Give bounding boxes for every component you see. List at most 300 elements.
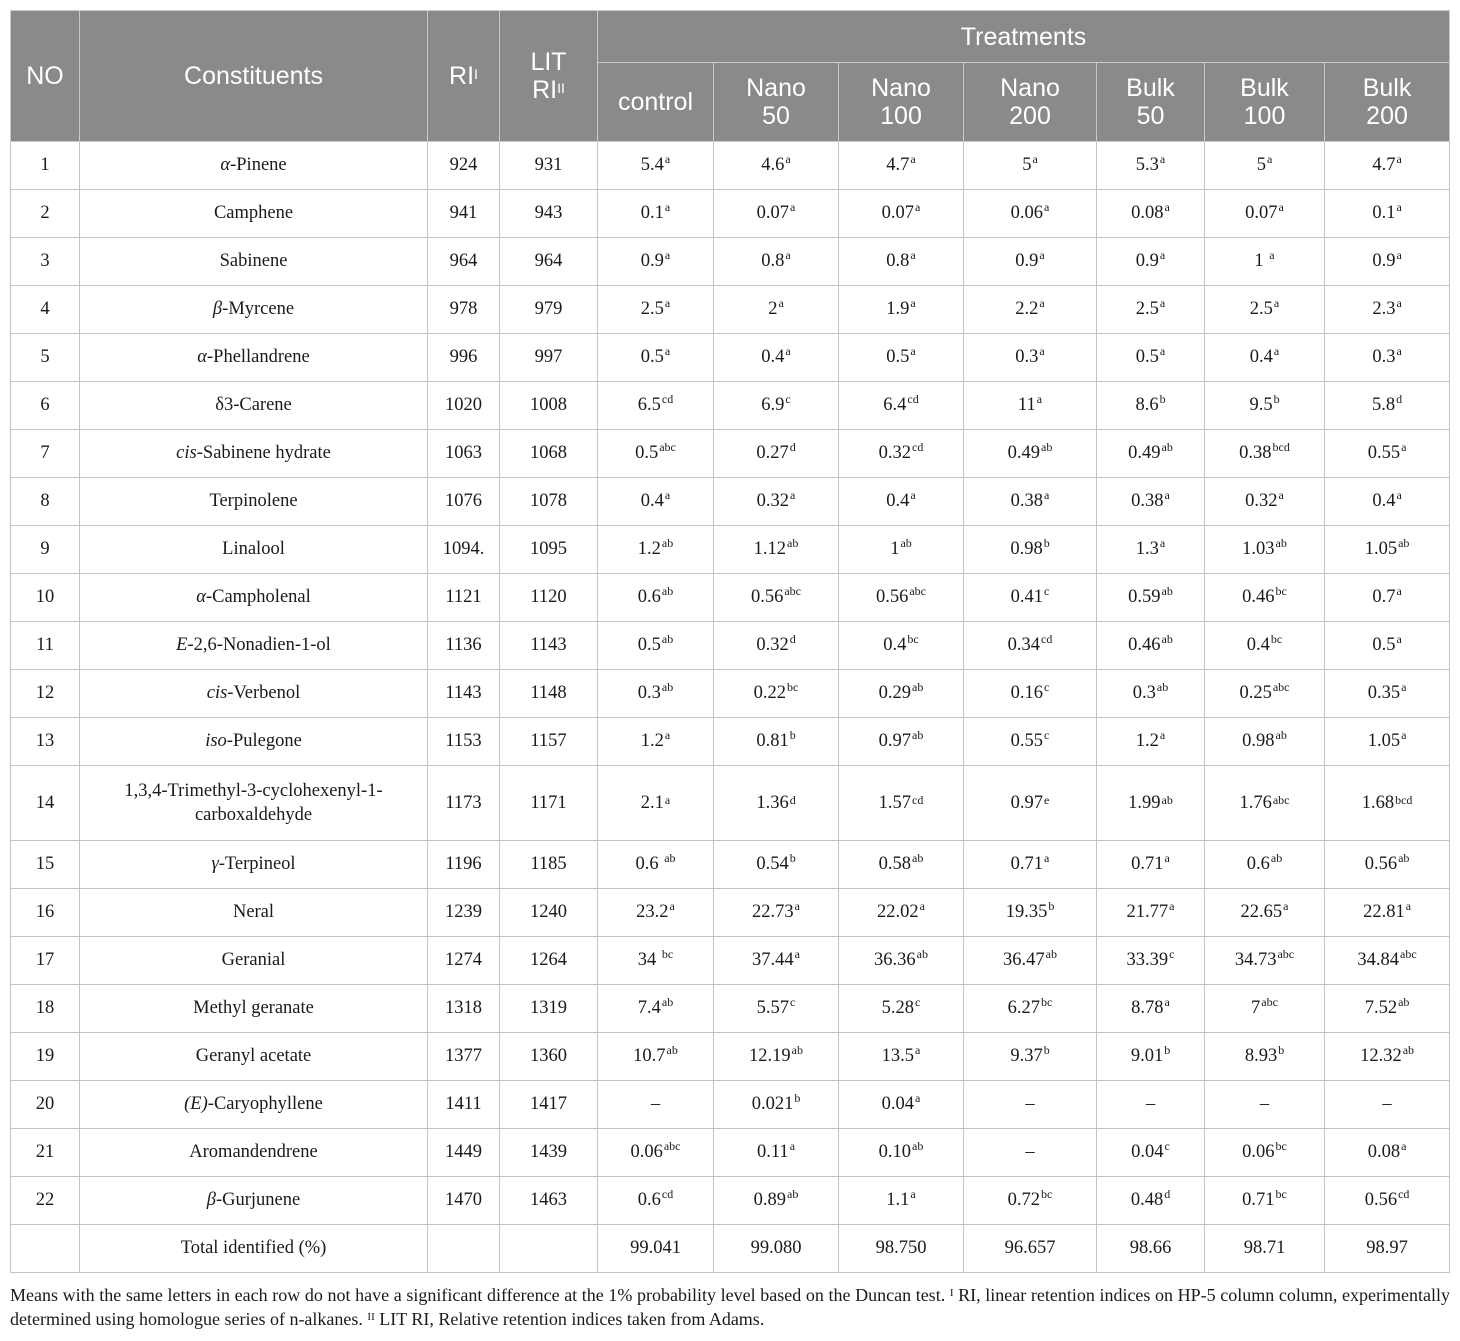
lit-ri-value: 979: [500, 286, 598, 334]
treatment-value: [1205, 718, 1325, 766]
mean-value: 1.03: [1242, 539, 1275, 559]
mean-value: 12.19: [749, 1046, 791, 1066]
significance-letters: a: [1396, 632, 1402, 646]
treatment-value: [839, 334, 964, 382]
treatment-value: [1097, 382, 1205, 430]
header-lit-line1: LIT: [530, 48, 567, 76]
constituent-label: Sabinene: [219, 251, 288, 271]
significance-letters: abc: [1261, 995, 1278, 1009]
table-row: [11, 841, 1450, 889]
treatment-value: [598, 889, 714, 937]
treatment-value: [598, 670, 714, 718]
constituent-separator: -: [187, 635, 194, 655]
lit-ri-value: 1185: [500, 841, 598, 889]
treatment-value: [714, 1081, 839, 1129]
mean-value: 13.5: [881, 1046, 915, 1066]
significance-letters: ab: [661, 584, 674, 598]
significance-letters: ab: [1045, 947, 1057, 961]
significance-letters: a: [1401, 680, 1407, 694]
mean-value: 0.4: [1372, 491, 1396, 511]
mean-value: 0.08: [1367, 1142, 1401, 1162]
significance-letters: bc: [661, 947, 674, 961]
constituent-separator: -: [206, 347, 214, 367]
row-number: 12: [11, 670, 80, 718]
lit-ri-value: 931: [500, 142, 598, 190]
mean-value: 5.28: [881, 998, 915, 1018]
mean-value: 36.47: [1003, 950, 1045, 970]
treatment-value: [1325, 334, 1450, 382]
treatment-value: [1097, 1177, 1205, 1225]
significance-letters: d: [1396, 392, 1403, 406]
significance-letters: a: [919, 899, 925, 913]
significance-letters: ab: [912, 851, 924, 865]
mean-value: 22.65: [1240, 902, 1283, 922]
significance-letters: c: [1164, 1139, 1170, 1153]
significance-letters: a: [1039, 248, 1045, 262]
table-row: [11, 766, 1450, 841]
mean-value: 2.3: [1372, 299, 1396, 319]
mean-value: 0.06: [1242, 1142, 1275, 1162]
lit-ri-value: 1171: [500, 766, 598, 841]
constituent-name: [80, 190, 428, 238]
treatment-value: [1097, 526, 1205, 574]
treatment-value: [598, 1081, 714, 1129]
mean-value: 6.9: [761, 395, 785, 415]
mean-value: 19.35: [1005, 902, 1048, 922]
constituent-separator: -: [222, 299, 229, 319]
significance-letters: c: [1044, 680, 1050, 694]
mean-value: 0.4: [761, 347, 785, 367]
treatment-value: [839, 841, 964, 889]
constituent-prefix: α: [196, 587, 206, 607]
header-no: NO: [11, 11, 80, 142]
treatment-value: [1325, 478, 1450, 526]
mean-value: 0.16: [1010, 683, 1044, 703]
treatment-value: [964, 430, 1097, 478]
treatment-value: [964, 478, 1097, 526]
significance-letters: abc: [1272, 793, 1290, 807]
treatment-value: [714, 526, 839, 574]
table-row: [11, 1081, 1450, 1129]
significance-letters: ab: [1156, 680, 1169, 694]
header-ri-sup: I: [474, 66, 478, 82]
row-number: 3: [11, 238, 80, 286]
significance-letters: ab: [1402, 1043, 1415, 1057]
mean-value: 0.32: [756, 635, 789, 655]
lit-ri-value: 964: [500, 238, 598, 286]
treatment-value: [839, 382, 964, 430]
row-number: 2: [11, 190, 80, 238]
significance-letters: ab: [787, 536, 799, 550]
header-treatment-col: [1325, 63, 1450, 142]
constituent-prefix: γ: [211, 854, 219, 874]
constituent-separator: -: [218, 854, 225, 874]
mean-value: 0.8: [761, 251, 785, 271]
treatment-value: [1325, 238, 1450, 286]
constituent-prefix: α: [220, 155, 231, 175]
mean-value: 8.93: [1244, 1046, 1278, 1066]
significance-letters: b: [789, 728, 796, 742]
ri-value: 1173: [428, 766, 500, 841]
significance-letters: a: [664, 793, 671, 807]
mean-value: 0.4: [1249, 347, 1273, 367]
treatment-value: [598, 937, 714, 985]
treatment-value: [598, 430, 714, 478]
significance-letters: a: [664, 344, 671, 358]
significance-letters: a: [1401, 440, 1407, 454]
lit-ri-value: 1008: [500, 382, 598, 430]
treatment-value: [1325, 985, 1450, 1033]
treatment-value: [839, 1033, 964, 1081]
treatment-value: [714, 478, 839, 526]
mean-value: 0.3: [637, 683, 661, 703]
constituent-name: [80, 622, 428, 670]
mean-value: 0.56: [1364, 1190, 1398, 1210]
mean-value: 0.8: [886, 251, 910, 271]
treatment-value: [1325, 718, 1450, 766]
table-header: [11, 11, 1450, 142]
mean-value: 1.1: [886, 1190, 910, 1210]
mean-value: 9.37: [1010, 1046, 1043, 1066]
significance-letters: a: [1159, 152, 1166, 166]
significance-letters: a: [790, 200, 796, 214]
total-value: 99.041: [598, 1225, 714, 1273]
significance-letters: bc: [907, 632, 919, 646]
significance-letters: a: [664, 488, 671, 502]
treatment-value: [714, 190, 839, 238]
mean-value: 22.81: [1363, 902, 1405, 922]
treatment-value: [964, 1033, 1097, 1081]
mean-value: 0.34: [1007, 635, 1041, 655]
mean-value: 0.3: [1015, 347, 1039, 367]
treatment-value: [1205, 430, 1325, 478]
table-row: [11, 1033, 1450, 1081]
significance-letters: cd: [912, 793, 924, 807]
mean-value: 6.5: [637, 395, 661, 415]
treatment-value: [598, 1177, 714, 1225]
treatment-value: [839, 430, 964, 478]
treatment-value: [964, 1129, 1097, 1177]
treatment-value: [1325, 1177, 1450, 1225]
constituent-label: 1,3,4-Trimethyl-3-cyclohexenyl-1-carboxaldehyde: [124, 781, 383, 825]
total-empty-ri: [428, 1225, 500, 1273]
treatment-value: [1205, 1129, 1325, 1177]
constituent-label: Sabinene hydrate: [202, 443, 331, 463]
significance-letters: ab: [1275, 728, 1287, 742]
significance-letters: ab: [1161, 632, 1173, 646]
mean-value: 7.4: [637, 998, 661, 1018]
significance-letters: a: [669, 899, 675, 913]
treatment-value: [598, 190, 714, 238]
significance-letters: a: [789, 1139, 796, 1153]
mean-value: 0.04: [1131, 1142, 1164, 1162]
constituent-label: Pulegone: [232, 731, 302, 751]
mean-value: 5.8: [1371, 395, 1396, 415]
treatment-value: [1325, 382, 1450, 430]
significance-letters: a: [1044, 200, 1050, 214]
significance-letters: a: [1283, 899, 1289, 913]
significance-letters: b: [1159, 392, 1166, 406]
treatment-value: [1205, 286, 1325, 334]
ri-value: 941: [428, 190, 500, 238]
significance-letters: ab: [1270, 851, 1283, 865]
treatment-label-line1: Bulk: [1126, 74, 1175, 102]
constituent-label: Phellandrene: [213, 347, 310, 367]
mean-value: 0.49: [1128, 443, 1161, 463]
ri-value: 978: [428, 286, 500, 334]
treatment-value: [1097, 1033, 1205, 1081]
mean-value: 0.71: [1242, 1190, 1275, 1210]
row-number: 20: [11, 1081, 80, 1129]
mean-value: 0.71: [1131, 854, 1164, 874]
treatment-value: [714, 286, 839, 334]
mean-value: –: [1025, 1094, 1035, 1114]
significance-letters: b: [1048, 899, 1055, 913]
treatment-value: [1325, 1081, 1450, 1129]
significance-letters: e: [1044, 793, 1050, 807]
row-number: 10: [11, 574, 80, 622]
header-lit-sup: II: [557, 80, 565, 96]
significance-letters: c: [790, 995, 796, 1009]
lit-ri-value: 1319: [500, 985, 598, 1033]
significance-letters: a: [910, 1187, 916, 1201]
constituent-name: [80, 142, 428, 190]
treatment-value: [1205, 1081, 1325, 1129]
mean-value: 0.9: [1135, 251, 1159, 271]
mean-value: –: [1259, 1094, 1270, 1114]
treatment-value: [1205, 526, 1325, 574]
mean-value: 2.1: [640, 793, 664, 813]
constituent-label: Neral: [232, 902, 275, 922]
treatment-value: [714, 142, 839, 190]
row-number: 11: [11, 622, 80, 670]
mean-value: 0.06: [1010, 203, 1044, 223]
mean-value: 0.6: [635, 854, 664, 874]
treatment-value: [1325, 574, 1450, 622]
total-label: Total identified (%): [80, 1225, 428, 1273]
treatment-value: [839, 766, 964, 841]
table-row: [11, 142, 1450, 190]
lit-ri-value: 1463: [500, 1177, 598, 1225]
treatment-value: [1325, 937, 1450, 985]
table-row: [11, 478, 1450, 526]
row-number: 22: [11, 1177, 80, 1225]
lit-ri-value: 1417: [500, 1081, 598, 1129]
treatment-label-line2: 200: [1009, 102, 1051, 130]
treatment-value: [714, 1033, 839, 1081]
significance-letters: ab: [661, 536, 674, 550]
header-treatment-col: [964, 63, 1097, 142]
mean-value: 0.5: [640, 347, 664, 367]
treatment-value: [1205, 334, 1325, 382]
header-treatment-col: [1097, 63, 1205, 142]
treatment-value: [839, 574, 964, 622]
constituent-name: [80, 478, 428, 526]
treatment-value: [598, 841, 714, 889]
significance-letters: a: [664, 248, 671, 262]
lit-ri-value: 943: [500, 190, 598, 238]
table-body: [11, 142, 1450, 1273]
treatment-label-line2: 50: [762, 102, 790, 130]
significance-letters: a: [1039, 344, 1045, 358]
significance-letters: a: [1396, 248, 1402, 262]
treatment-value: [1205, 985, 1325, 1033]
treatment-value: [1325, 622, 1450, 670]
treatment-value: [714, 1177, 839, 1225]
treatment-value: [598, 286, 714, 334]
significance-letters: ab: [661, 680, 674, 694]
mean-value: 0.4: [883, 635, 907, 655]
treatment-value: [1097, 985, 1205, 1033]
mean-value: 1.36: [756, 793, 789, 813]
mean-value: 0.58: [878, 854, 912, 874]
treatment-value: [839, 889, 964, 937]
constituent-prefix: (E): [184, 1094, 208, 1114]
significance-letters: a: [910, 344, 916, 358]
table-row: [11, 238, 1450, 286]
significance-letters: ab: [666, 1043, 678, 1057]
significance-letters: b: [1278, 1043, 1285, 1057]
ri-value: 1470: [428, 1177, 500, 1225]
table-row: [11, 718, 1450, 766]
significance-letters: a: [910, 488, 916, 502]
mean-value: 11: [1017, 395, 1036, 415]
significance-letters: d: [789, 440, 796, 454]
treatment-value: [1325, 142, 1450, 190]
ri-value: 1318: [428, 985, 500, 1033]
treatment-value: [714, 937, 839, 985]
mean-value: 0.10: [878, 1142, 912, 1162]
mean-value: 2.2: [1015, 299, 1039, 319]
significance-letters: a: [664, 152, 671, 166]
mean-value: 0.56: [1364, 854, 1398, 874]
mean-value: 0.021: [751, 1094, 794, 1114]
treatment-label-line2: 100: [880, 102, 922, 130]
significance-letters: a: [1032, 152, 1038, 166]
header-constituents: Constituents: [80, 11, 428, 142]
mean-value: 0.59: [1128, 587, 1161, 607]
header-treatments: Treatments: [598, 11, 1450, 63]
treatment-value: [1205, 937, 1325, 985]
mean-value: 1.12: [753, 539, 787, 559]
row-number: 14: [11, 766, 80, 841]
significance-letters: b: [1043, 536, 1050, 550]
significance-letters: a: [1159, 344, 1166, 358]
mean-value: –: [1145, 1094, 1156, 1114]
constituent-prefix: β: [212, 299, 223, 319]
constituent-label: δ3-Carene: [215, 395, 292, 415]
mean-value: 0.56: [875, 587, 909, 607]
ri-value: 1196: [428, 841, 500, 889]
ri-value: 1020: [428, 382, 500, 430]
mean-value: 34.73: [1234, 950, 1277, 970]
constituent-label: Gurjunene: [222, 1190, 301, 1210]
table-row: [11, 889, 1450, 937]
mean-value: 1.99: [1128, 793, 1161, 813]
mean-value: 0.81: [756, 731, 789, 751]
lit-ri-value: 1240: [500, 889, 598, 937]
mean-value: 8.78: [1131, 998, 1164, 1018]
constituent-label: Pinene: [236, 155, 287, 175]
treatment-value: [1205, 478, 1325, 526]
treatment-value: [714, 382, 839, 430]
significance-letters: a: [1401, 1139, 1407, 1153]
mean-value: 0.4: [1246, 635, 1270, 655]
treatment-label-line1: Nano: [1000, 74, 1060, 102]
mean-value: 4.7: [886, 155, 910, 175]
significance-letters: abc: [663, 1139, 681, 1153]
treatment-value: [714, 430, 839, 478]
treatment-value: [1097, 238, 1205, 286]
significance-letters: cd: [661, 1187, 674, 1201]
treatment-value: [598, 574, 714, 622]
significance-letters: a: [778, 296, 784, 310]
treatment-value: [839, 190, 964, 238]
significance-letters: b: [1164, 1043, 1171, 1057]
mean-value: 5.3: [1135, 155, 1159, 175]
significance-letters: cd: [912, 440, 924, 454]
mean-value: 23.2: [636, 902, 669, 922]
significance-letters: a: [1266, 152, 1273, 166]
header-ri: [428, 11, 500, 142]
significance-letters: abc: [659, 440, 676, 454]
mean-value: 5.57: [756, 998, 790, 1018]
significance-letters: b: [794, 1091, 801, 1105]
treatment-value: [839, 142, 964, 190]
constituent-prefix: E: [176, 635, 188, 655]
significance-letters: ab: [1161, 440, 1173, 454]
treatment-value: [1097, 766, 1205, 841]
constituent-label: Linalool: [222, 539, 285, 559]
treatment-value: [714, 841, 839, 889]
treatment-value: [1325, 841, 1450, 889]
constituent-name: [80, 937, 428, 985]
mean-value: 33.39: [1126, 950, 1169, 970]
treatment-value: [1097, 286, 1205, 334]
significance-letters: abc: [1277, 947, 1295, 961]
mean-value: 0.9: [640, 251, 664, 271]
significance-letters: a: [1269, 248, 1275, 262]
significance-letters: a: [794, 947, 800, 961]
significance-letters: c: [1169, 947, 1175, 961]
treatment-value: [839, 1177, 964, 1225]
treatment-value: [1205, 142, 1325, 190]
mean-value: 0.4: [886, 491, 910, 511]
ri-value: 1377: [428, 1033, 500, 1081]
lit-ri-value: 1143: [500, 622, 598, 670]
mean-value: 0.38: [1010, 491, 1044, 511]
significance-letters: a: [910, 248, 916, 262]
row-number: 8: [11, 478, 80, 526]
treatment-value: [1097, 430, 1205, 478]
mean-value: 0.6: [637, 1190, 661, 1210]
lit-ri-value: 1095: [500, 526, 598, 574]
significance-letters: bc: [1270, 632, 1283, 646]
treatment-value: [839, 526, 964, 574]
treatment-value: [1097, 478, 1205, 526]
mean-value: 0.04: [881, 1094, 915, 1114]
ri-value: 996: [428, 334, 500, 382]
mean-value: 5: [1256, 155, 1266, 175]
constituent-prefix: α: [197, 347, 207, 367]
header-treatment-col: [598, 63, 714, 142]
treatment-value: [1325, 1033, 1450, 1081]
mean-value: 1.2: [1135, 731, 1159, 751]
treatment-value: [1205, 382, 1325, 430]
significance-letters: ab: [664, 851, 676, 865]
footnote-part2: RI, linear retention indices on HP-5 column column, experimentally determined using homologue series of n-alkanes.: [10, 1285, 1450, 1329]
treatment-label-line2: 100: [1243, 102, 1286, 130]
